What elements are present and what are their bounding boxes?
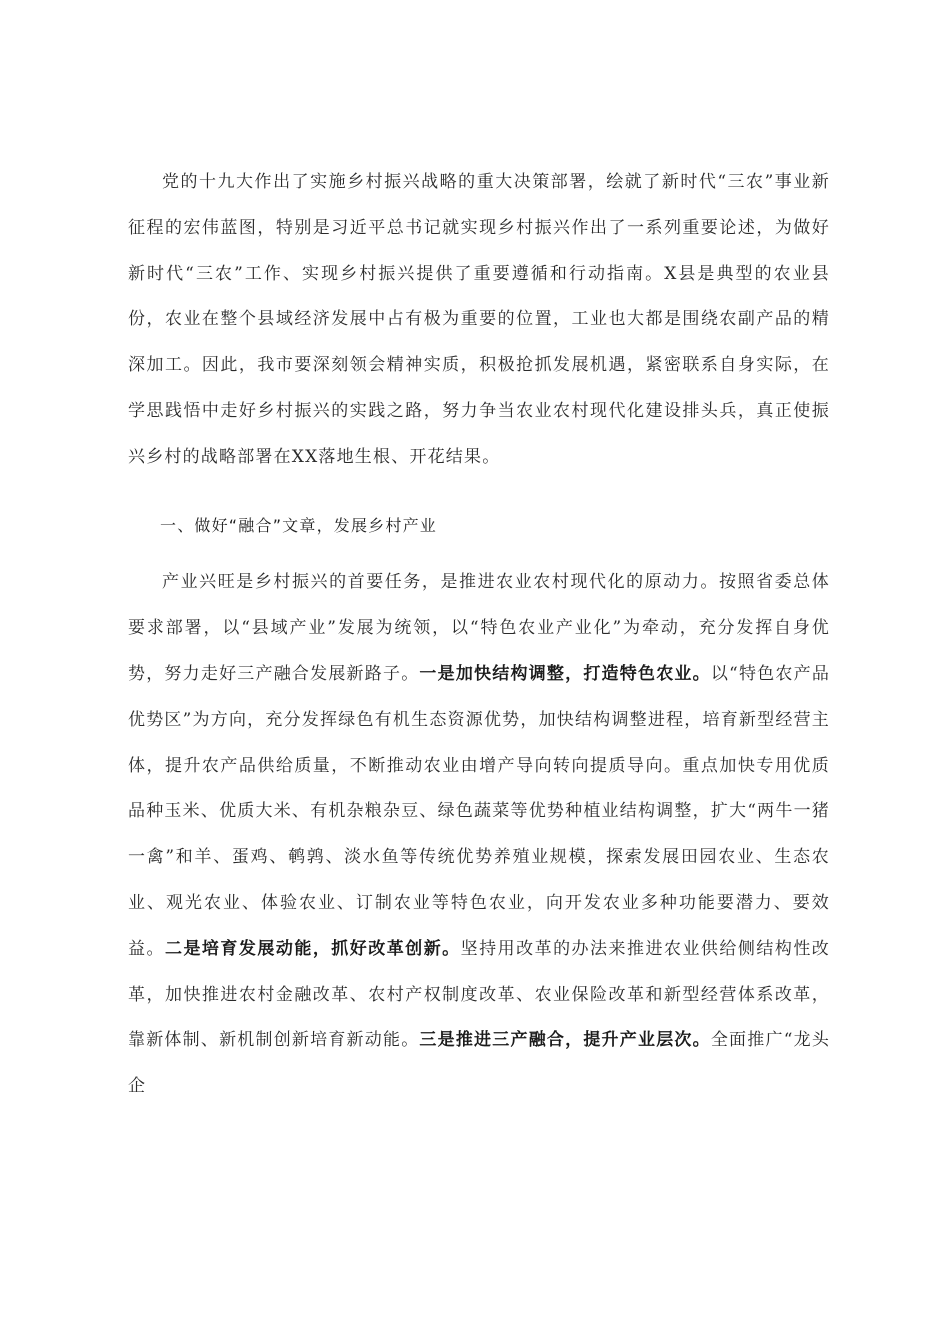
section-1-paragraph (128, 560, 830, 1110)
section-1-bold-point-2: 二是培育发展动能，抓好改革创新。 (164, 938, 461, 959)
section-1-bold-point-3: 三是推进三产融合，提升产业层次。 (419, 1030, 711, 1051)
section-1-text-part-3: 坚持用改革的办法来推进农业供给侧结构性改革，加快推进农村金融改革、农村产权制度改革、农业保险改革和新型经营体系改革，靠新体制、新机制创新培育新动能。 (128, 938, 831, 1051)
document-body (128, 160, 830, 1110)
intro-paragraph: 党的十九大作出了实施乡村振兴战略的重大决策部署，绘就了新时代“三农”事业新征程的宏伟蓝图，特别是习近平总书记就实现乡村振兴作出了一系列重要论述，为做好新时代“三农”工作、实现乡村振兴提供了重要遵循和行动指南。X县是典型的农业县份，农业在整个县域经济发展中占有极为重要的位置，工业也大都是围绕农副产品的精深加工。因此，我市要深刻领会精神实质，积极抢抓发展机遇，紧密联系自身实际，在学思践悟中走好乡村振兴的实践之路，努力争当农业农村现代化建设排头兵，真正使振兴乡村的战略部署在XX落地生根、开花结果。 (128, 172, 830, 467)
section-1-text-part-2: 以“特色农产品优势区”为方向，充分发挥绿色有机生态资源优势，加快结构调整进程，培育新型经营主体，提升农产品供给质量，不断推动农业由增产导向转向提质导向。重点加快专用优质品种玉米、优质大米、有机杂粮杂豆、绿色蔬菜等优势种植业结构调整，扩大“两牛一猪一禽”和羊、蛋鸡、鹌鹑、淡水鱼等传统优势养殖业规模，探索发展田园农业、生态农业、观光农业、体验农业、订制农业等特色农业，向开发农业多种功能要潜力、要效益。 (128, 663, 831, 959)
section-1-heading: 一、做好“融合”文章，发展乡村产业 (160, 515, 437, 535)
section-1-text-part-4: 全面推广“龙头企 (128, 1030, 831, 1097)
section-1-text-part-1: 产业兴旺是乡村振兴的首要任务，是推进农业农村现代化的原动力。按照省委总体要求部署，以“县域产业”发展为统领，以“特色农业产业化”为牵动，充分发挥自身优势，努力走好三产融合发展新路子。 (128, 572, 830, 684)
paragraph-spacer (128, 481, 830, 495)
section-1-bold-point-1: 一是加快结构调整，打造特色农业。 (419, 663, 711, 684)
